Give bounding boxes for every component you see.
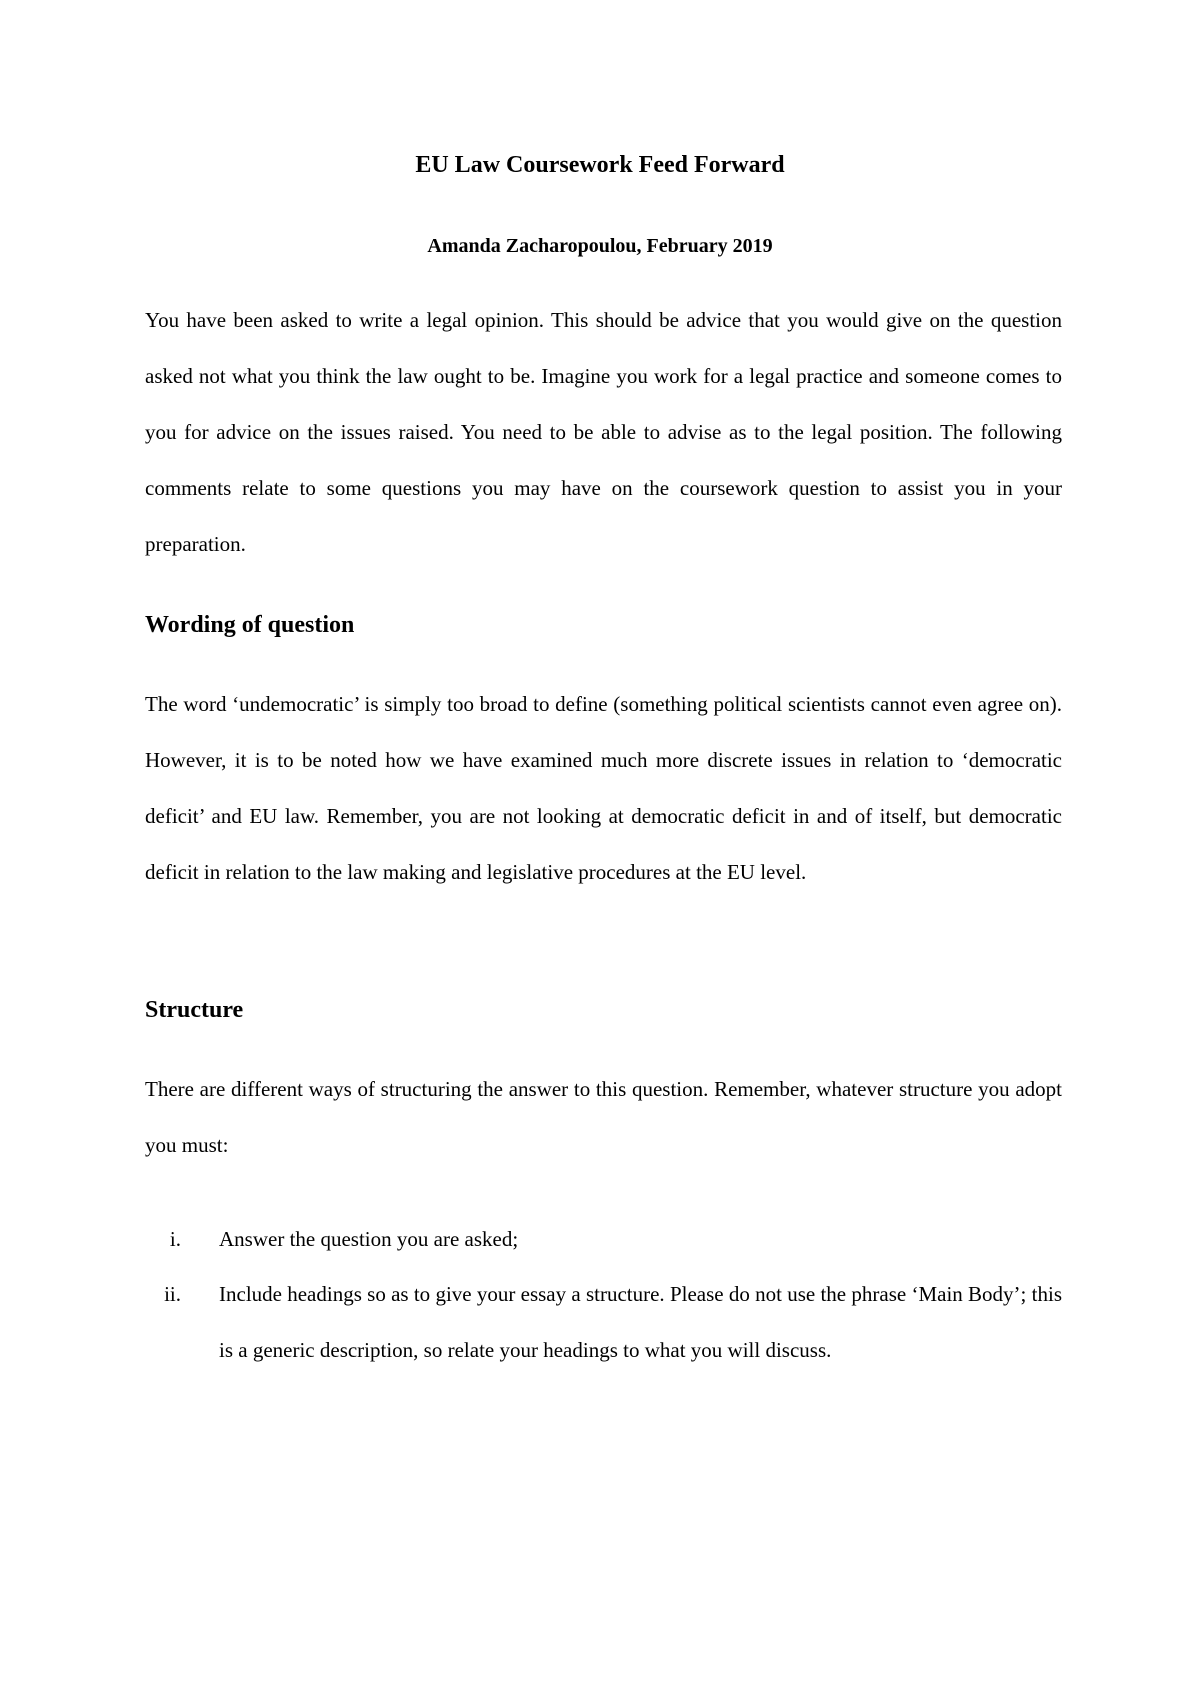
document-title: EU Law Coursework Feed Forward: [415, 152, 785, 178]
list-item: [145, 1211, 1062, 1267]
section-heading-wording: Wording of question: [145, 612, 355, 638]
intro-paragraph: You have been asked to write a legal opinion. This should be advice that you would give on the question asked not what you think the law ought to be. Imagine you work for a legal practice and someone comes to you for advice on the issues raised. You need to be able to advise as to the legal position. The following comments relate to some questions you may have on the coursework question to assist you in your preparation.: [145, 308, 1062, 556]
list-item-text: Include headings so as to give your essay a structure. Please do not use the phrase ‘Main Body’; this is a generic description, so relate your headings to what you will discuss.: [219, 1282, 1062, 1362]
list-item-text: Answer the question you are asked;: [219, 1227, 519, 1251]
wording-paragraph: The word ‘undemocratic’ is simply too broad to define (something political scientists cannot even agree on). However, it is to be noted how we have examined much more discrete issues in relation to ‘democratic deficit’ and EU law. Remember, you are not looking at democratic deficit in and of itself, but democratic deficit in relation to the law making and legislative procedures at the EU level.: [145, 692, 1062, 884]
section-heading-structure: Structure: [145, 997, 244, 1023]
list-marker: i.: [169, 1227, 181, 1251]
author-date-line: Amanda Zacharopoulou, February 2019: [427, 235, 773, 257]
list-item: [145, 1266, 1062, 1434]
list-marker: ii.: [164, 1282, 181, 1306]
structure-paragraph: There are different ways of structuring the answer to this question. Remember, whatever structure you adopt you must:: [145, 1077, 1062, 1157]
